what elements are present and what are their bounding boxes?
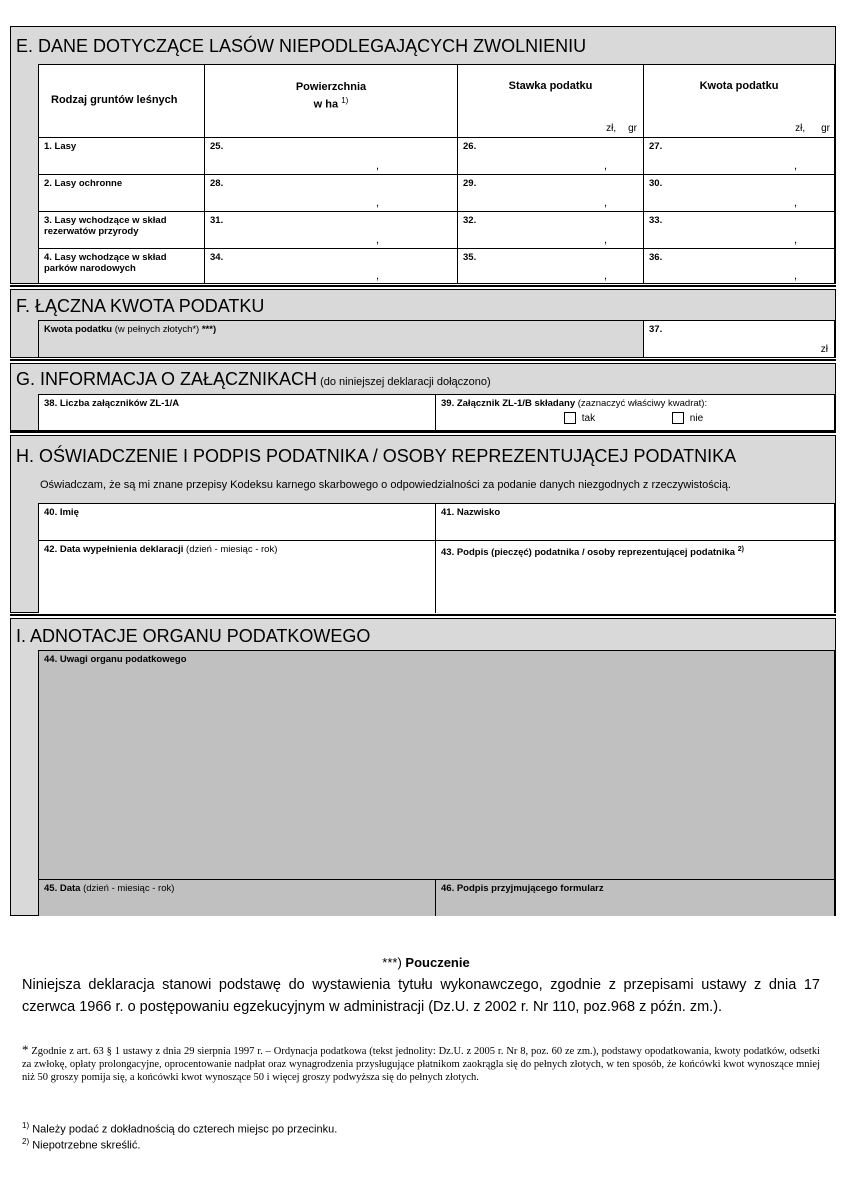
field-29-number: 29. [463, 178, 477, 189]
field-39-label: 39. Załącznik ZL-1/B składany [441, 398, 576, 409]
field-42-note: (dzień - miesiąc - rok) [183, 544, 278, 555]
footnote-1-mark: 1) [22, 1121, 30, 1130]
footnote-2-text: Niepotrzebne skreślić. [32, 1139, 141, 1152]
divider-f-g [10, 359, 836, 361]
field-32-comma: , [604, 234, 608, 246]
field-37-number: 37. [649, 324, 663, 335]
field-29[interactable] [457, 174, 643, 211]
field-36-number: 36. [649, 252, 663, 263]
field-43-footnote: 2) [737, 546, 744, 553]
section-f-title: F. ŁĄCZNA KWOTA PODATKU [16, 296, 265, 316]
field-31-number: 31. [210, 215, 224, 226]
footnote-2 [22, 1137, 140, 1152]
rate-gr-unit: gr [628, 123, 637, 134]
footnote-star-text: Zgodnie z art. 63 § 1 ustawy z dnia 29 sierpnia 1997 r. – Ordynacja podatkowa (tekst jednolity: Dz.U. z 2005 r. Nr 8, poz. 60 ze zm.), podstawy opodatkowania, kwoty podatków, odsetki za zwłokę, opłaty prolongacyjne, oprocentowanie nadpłat oraz wynagrodzenia przysługujące płatnikom zaokrągla się do pełnych złotych, w ten sposób, że końcówki kwot wynoszące mniej niż 50 groszy pomija się, a końcówki kwot wynoszące 50 i więcej groszy podwyższa się do pełnych złotych. [22, 1046, 821, 1083]
field-28-comma: , [376, 197, 380, 209]
field-45-note: (dzień - miesiąc - rok) [80, 883, 175, 894]
rate-zl-unit: zł, [606, 123, 617, 134]
col-amount-label: Kwota podatku [699, 80, 779, 92]
field-39 [435, 394, 835, 430]
divider-g-h [10, 431, 836, 433]
field-33[interactable] [643, 211, 835, 248]
field-29-comma: , [604, 197, 608, 209]
checkbox-yes-label: tak [581, 412, 596, 424]
divider-e-f [10, 285, 836, 287]
field-28-number: 28. [210, 178, 224, 189]
pouczenie-title: Pouczenie [401, 955, 470, 970]
total-amount-footnote-mark: ***) [201, 324, 217, 335]
field-26-comma: , [604, 160, 608, 172]
row-4-label: 4. Lasy wchodzące w skład parków narodowych [44, 252, 167, 274]
field-35[interactable] [457, 248, 643, 284]
section-g-note: (do niniejszej deklaracji dołączono) [317, 376, 491, 388]
footnote-1-text: Należy podać z dokładnością do czterech miejsc po przecinku. [32, 1123, 338, 1136]
header-amount-cell [643, 64, 835, 137]
field-28[interactable] [204, 174, 457, 211]
field-35-number: 35. [463, 252, 477, 263]
col-type-label: Rodzaj gruntów leśnych [51, 94, 178, 106]
field-34-number: 34. [210, 252, 224, 263]
field-27[interactable] [643, 137, 835, 174]
field-43-label: 43. Podpis (pieczęć) podatnika / osoby reprezentującej podatnika [441, 547, 736, 559]
field-27-number: 27. [649, 141, 663, 152]
field-35-comma: , [604, 270, 608, 282]
field-46-label: 46. Podpis przyjmującego formularz [441, 883, 604, 894]
field-30[interactable] [643, 174, 835, 211]
field-34-comma: , [376, 270, 380, 282]
field-38[interactable] [38, 394, 435, 430]
pouczenie-heading [0, 955, 852, 970]
field-25[interactable] [204, 137, 457, 174]
header-area-cell [204, 64, 457, 137]
field-41[interactable] [435, 503, 835, 540]
total-amount-label: Kwota podatku [44, 324, 113, 335]
field-37-unit: zł [820, 344, 828, 355]
footnote-star-mark: * [22, 1042, 29, 1057]
header-type-cell [38, 64, 204, 137]
pouczenie-marker: ***) [382, 955, 402, 970]
field-34[interactable] [204, 248, 457, 284]
field-42-label: 42. Data wypełnienia deklaracji [44, 544, 184, 555]
field-42[interactable] [38, 540, 435, 613]
row-1-label-cell [38, 137, 204, 174]
col-rate-label: Stawka podatku [508, 80, 593, 92]
total-amount-note: (w pełnych złotych*) [112, 324, 202, 335]
footnote-star [22, 1043, 820, 1084]
total-amount-label-cell [38, 320, 643, 357]
field-26[interactable] [457, 137, 643, 174]
field-32-number: 32. [463, 215, 477, 226]
field-37[interactable] [643, 320, 835, 357]
section-h-title: H. OŚWIADCZENIE I PODPIS PODATNIKA / OSOBY REPREZENTUJĄCEJ PODATNIKA [16, 446, 737, 466]
section-i-title: I. ADNOTACJE ORGANU PODATKOWEGO [16, 626, 371, 646]
header-rate-cell [457, 64, 643, 137]
field-40[interactable] [38, 503, 435, 540]
col-area-footnote: 1) [341, 96, 349, 105]
row-1-label: 1. Lasy [44, 141, 77, 152]
statement-text: Oświadczam, że są mi znane przepisy Kodeksu karnego skarbowego o odpowiedzialności za podanie danych niezgodnych z rzeczywistością. [40, 479, 731, 491]
field-38-label: 38. Liczba załączników ZL-1/A [44, 398, 180, 409]
col-area-label: Powierzchnia [295, 81, 367, 93]
divider-h-i [10, 614, 836, 616]
row-3-label: 3. Lasy wchodzące w skład rezerwatów przyrody [44, 215, 167, 237]
field-45-label: 45. Data [44, 883, 81, 894]
row-2-label: 2. Lasy ochronne [44, 178, 123, 189]
amount-zl-unit: zł, [795, 123, 806, 134]
field-46[interactable] [435, 879, 835, 916]
field-36[interactable] [643, 248, 835, 284]
field-44-label: 44. Uwagi organu podatkowego [44, 654, 187, 665]
field-45[interactable] [38, 879, 435, 916]
field-43[interactable] [435, 540, 835, 613]
field-25-comma: , [376, 160, 380, 172]
field-25-number: 25. [210, 141, 224, 152]
section-g-title: G. INFORMACJA O ZAŁĄCZNIKACH [16, 369, 318, 389]
field-39-note: (zaznaczyć właściwy kwadrat): [575, 398, 708, 409]
field-36-comma: , [794, 270, 798, 282]
field-30-number: 30. [649, 178, 663, 189]
footnote-2-mark: 2) [22, 1137, 30, 1146]
field-31[interactable] [204, 211, 457, 248]
field-32[interactable] [457, 211, 643, 248]
checkbox-no[interactable] [672, 412, 684, 424]
checkbox-yes[interactable] [564, 412, 576, 424]
field-44[interactable] [38, 650, 835, 879]
col-area-unit: w ha [313, 98, 339, 111]
row-4-label-cell [38, 248, 204, 284]
footnote-1 [22, 1121, 337, 1136]
field-33-number: 33. [649, 215, 663, 226]
field-31-comma: , [376, 234, 380, 246]
row-3-label-cell [38, 211, 204, 248]
pouczenie-text: Niniejsza deklaracja stanowi podstawę do wystawienia tytułu wykonawczego, zgodnie z przepisami ustawy z dnia 17 czerwca 1966 r. o postępowaniu egzekucyjnym w administracji (Dz.U. z 2002 r. Nr 110, poz.968 z późn. zm.). [22, 977, 820, 1015]
section-e-title: E. DANE DOTYCZĄCE LASÓW NIEPODLEGAJĄCYCH ZWOLNIENIU [16, 36, 587, 56]
field-41-label: 41. Nazwisko [441, 507, 501, 518]
checkbox-no-label: nie [689, 412, 704, 424]
field-27-comma: , [794, 160, 798, 172]
amount-gr-unit: gr [821, 123, 830, 134]
field-30-comma: , [794, 197, 798, 209]
row-2-label-cell [38, 174, 204, 211]
field-40-label: 40. Imię [44, 507, 79, 518]
field-26-number: 26. [463, 141, 477, 152]
field-33-comma: , [794, 234, 798, 246]
